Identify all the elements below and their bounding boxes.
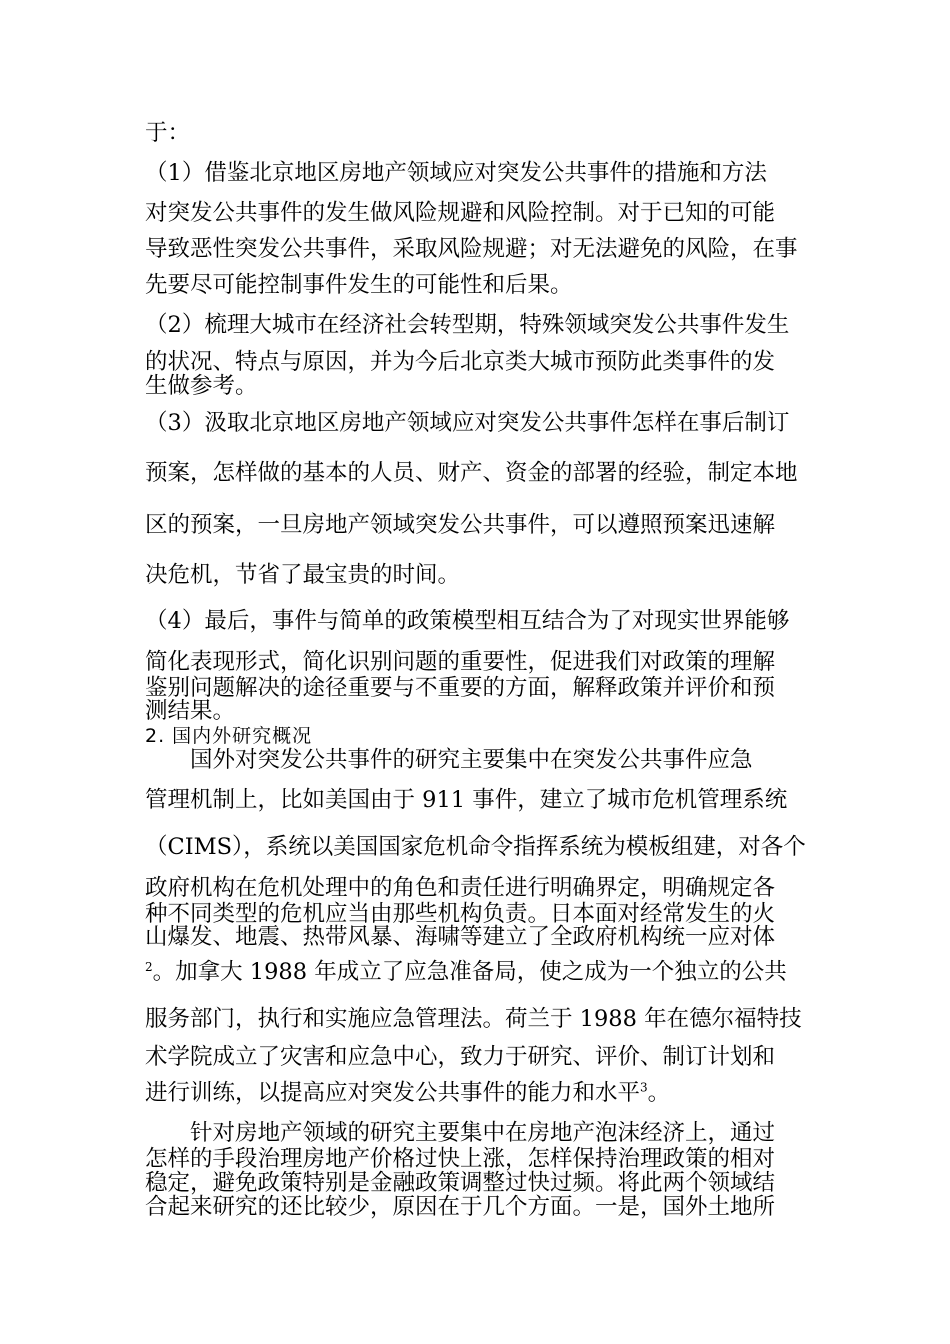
text-line: 稳定，避免政策特别是金融政策调整过快过频。将此两个领域结 [145,1170,776,1196]
section-heading: 2. 国内外研究概况 [145,725,313,747]
text-line: 的状况、特点与原因，并为今后北京类大城市预防此类事件的发 [145,349,776,375]
list-item-4-line: （4）最后，事件与简单的政策模型相互结合为了对现实世界能够 [145,608,790,634]
list-item-2-line: （2）梳理大城市在经济社会转型期，特殊领域突发公共事件发生 [145,312,790,338]
text-line: 决危机，节省了最宝贵的时间。 [145,562,461,588]
list-item-1-line: （1）借鉴北京地区房地产领域应对突发公共事件的措施和方法 [145,160,767,186]
text-span: 。加拿大 1988 年成立了应急准备局，使之成为一个独立的公共 [152,959,787,985]
text-line: 术学院成立了灾害和应急中心，致力于研究、评价、制订计划和 [145,1044,776,1070]
text-line: 测结果。 [145,698,236,724]
footnote-ref: 2 [145,960,153,974]
text-line: 服务部门，执行和实施应急管理法。荷兰于 1988 年在德尔福特技 [145,1006,802,1032]
text-span: 。 [647,1080,671,1106]
text-line: （CIMS），系统以美国国家危机命令指挥系统为模板组建，对各个 [145,834,806,860]
text-line: 导致恶性突发公共事件，采取风险规避；对无法避免的风险，在事 [145,236,798,262]
text-line: 先要尽可能控制事件发生的可能性和后果。 [145,272,573,298]
text-line: 简化表现形式，简化识别问题的重要性，促进我们对政策的理解 [145,649,776,675]
text-line: 对突发公共事件的发生做风险规避和风险控制。对于已知的可能 [145,200,776,226]
text-line: 区的预案，一旦房地产领域突发公共事件，可以遵照预案迅速解 [145,512,776,538]
text-line: 预案，怎样做的基本的人员、财产、资金的部署的经验，制定本地 [145,460,798,486]
paragraph-first-line: 国外对突发公共事件的研究主要集中在突发公共事件应急 [190,747,753,773]
text-line-with-footnote [145,957,810,990]
text-line: 合起来研究的还比较少，原因在于几个方面。一是，国外土地所 [145,1194,776,1220]
text-line: 种不同类型的危机应当由那些机构负责。日本面对经常发生的火 [145,901,776,927]
text-line: 怎样的手段治理房地产价格过快上涨，怎样保持治理政策的相对 [145,1146,776,1172]
text-span: 进行训练，以提高应对突发公共事件的能力和水平 [145,1080,641,1106]
paragraph-first-line: 针对房地产领域的研究主要集中在房地产泡沫经济上，通过 [190,1120,776,1146]
text-line: 管理机制上，比如美国由于 911 事件，建立了城市危机管理系统 [145,787,788,813]
footnote-ref: 3 [640,1080,648,1095]
list-item-3-line: （3）汲取北京地区房地产领域应对突发公共事件怎样在事后制订 [145,410,790,436]
text-line: 山爆发、地震、热带风暴、海啸等建立了全政府机构统一应对体 [145,924,776,950]
text-line: 于： [145,120,191,146]
text-line: 政府机构在危机处理中的角色和责任进行明确界定，明确规定各 [145,875,776,901]
text-line: 鉴别问题解决的途径重要与不重要的方面，解释政策并评价和预 [145,675,776,701]
text-line: 生做参考。 [145,373,258,399]
text-line-with-footnote [145,1078,810,1108]
